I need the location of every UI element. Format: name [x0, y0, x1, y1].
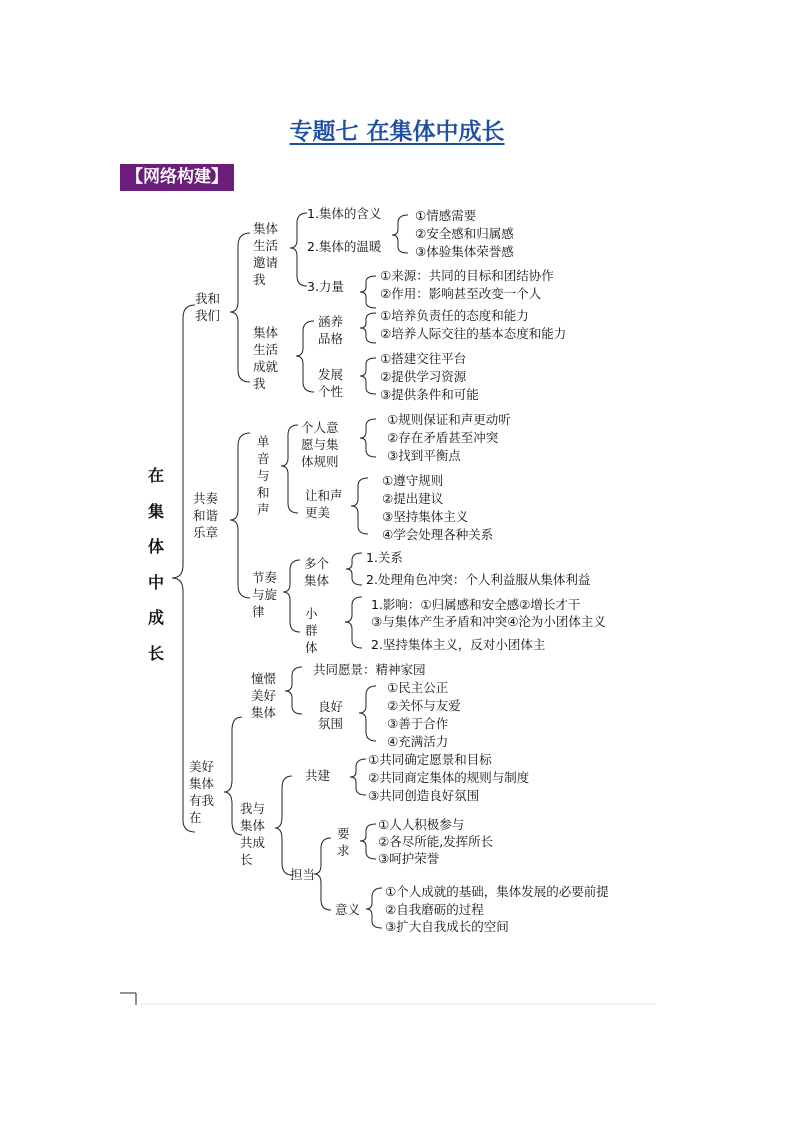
node-wo-yu-jiti: 我与集体共成长 [240, 801, 266, 867]
node-a1b2: ②安全感和归属感 [415, 226, 514, 241]
node-c2b1a: ①人人积极参与 [378, 817, 465, 832]
node-a2b3: ③提供条件和可能 [380, 387, 479, 402]
node-b1a1: ①规则保证和声更动听 [387, 412, 511, 427]
node-c2b: 担当 [290, 867, 316, 882]
node-c2b2a: ①个人成就的基础，集体发展的必要前提 [385, 884, 609, 899]
node-a1c2: ②作用：影响甚至改变一个人 [380, 286, 542, 301]
node-b2a2: 2.处理角色冲突：个人利益服从集体利益 [366, 572, 591, 587]
node-b1a: 个人意愿与集体规则 [301, 420, 339, 469]
node-a1b: 2.集体的温暖 [307, 239, 382, 254]
node-c1b4: ④充满活力 [387, 734, 449, 749]
node-c2b2: 意义 [335, 902, 361, 917]
node-a1a: 1.集体的含义 [307, 206, 382, 221]
node-a1b3: ③体验集体荣誉感 [415, 244, 514, 259]
node-c2b1c: ③呵护荣誉 [378, 851, 440, 866]
node-c1b2: ②关怀与友爱 [387, 698, 461, 713]
node-b2a1: 1.关系 [366, 550, 403, 565]
node-c2b1: 要求 [337, 826, 350, 858]
node-a2a: 涵养品格 [318, 314, 344, 346]
node-meihao: 美好集体有我在 [189, 759, 215, 825]
node-b1a3: ③找到平衡点 [387, 448, 461, 463]
node-chongjing: 憧憬美好集体 [251, 671, 277, 720]
node-a2b: 发展个性 [318, 367, 344, 399]
node-a2a2: ②培养人际交往的基本态度和能力 [380, 326, 567, 341]
node-c2b2c: ③扩大自我成长的空间 [385, 919, 509, 934]
node-c2a: 共建 [305, 768, 331, 783]
node-a1c1: ①来源：共同的目标和团结协作 [380, 268, 554, 283]
node-b1b1: ①遵守规则 [382, 473, 444, 488]
node-c2b2b: ②自我磨砺的过程 [385, 902, 484, 917]
node-a1c: 3.力量 [307, 279, 344, 294]
node-danyin-hesheng: 单音与和声 [257, 434, 270, 517]
node-c2a3: ③共同创造良好氛围 [368, 788, 480, 803]
node-gongzou: 共奏和谐乐章 [193, 491, 219, 540]
node-a2b1: ①搭建交往平台 [380, 351, 467, 366]
node-jiezou-xuanlü: 节奏与旋律 [252, 570, 278, 619]
node-b2b: 小群体 [305, 606, 318, 655]
node-wo-he-women: 我和我们 [195, 291, 221, 323]
node-jitishenghuo-chengjiu: 集体生活成就我 [253, 325, 279, 391]
section-heading: 【网络构建】 [120, 164, 234, 191]
node-b1b2: ②提出建议 [382, 491, 444, 506]
node-c1b3: ③善于合作 [387, 716, 449, 731]
node-b1b4: ④学会处理各种关系 [382, 527, 494, 542]
node-b1b: 让和声更美 [305, 488, 343, 520]
node-a2b2: ②提供学习资源 [380, 369, 467, 384]
node-a1b1: ①情感需要 [415, 208, 477, 223]
node-c2b1b: ②各尽所能,发挥所长 [378, 834, 494, 849]
node-c2a2: ②共同商定集体的规则与制度 [368, 770, 530, 785]
node-c1b: 良好氛围 [318, 699, 344, 731]
node-jitishenghuo-yaoqing: 集体生活邀请我 [253, 221, 279, 287]
node-b2a: 多个集体 [304, 556, 330, 588]
node-b2b1b: ③与集体产生矛盾和冲突④沦为小团体主义 [371, 614, 606, 629]
node-c1a: 共同愿景：精神家园 [313, 662, 426, 677]
node-a2a1: ①培养负责任的态度和能力 [380, 308, 529, 323]
node-c2a1: ①共同确定愿景和目标 [368, 752, 492, 767]
node-b1a2: ②存在矛盾甚至冲突 [387, 430, 499, 445]
node-b1b3: ③坚持集体主义 [382, 509, 469, 524]
node-c1b1: ①民主公正 [387, 680, 449, 695]
root-node: 在集体中成长 [147, 466, 164, 663]
page-title: 专题七 在集体中成长 [289, 119, 505, 145]
node-b2b1a: 1.影响：①归属感和安全感②增长才干 [371, 597, 581, 612]
brace-root [172, 305, 195, 832]
node-b2b2: 2.坚持集体主义，反对小团体主 [371, 637, 546, 652]
